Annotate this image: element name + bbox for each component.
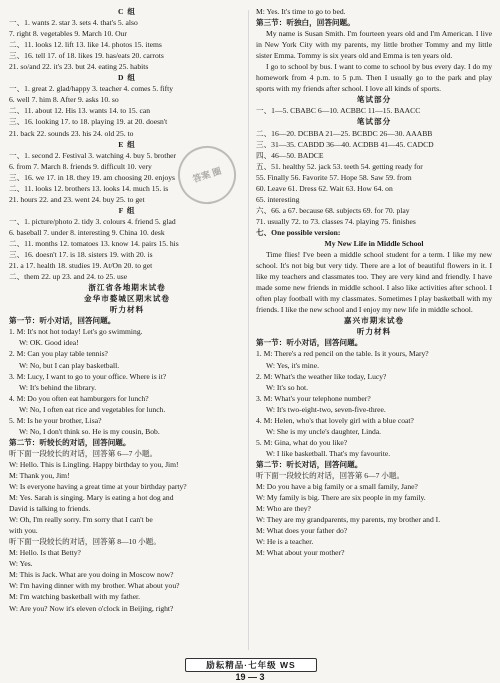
text-line: 3. M: Lucy, I want to go to your office. Where is it? (9, 371, 167, 381)
text-line: M: This is Jack. What are you doing in Moscow now? (9, 570, 174, 580)
text-line: 一、1. second 2. Festival 3. watching 4. buy 5. brother (9, 150, 177, 160)
text-line: M: Who are they? (256, 504, 311, 514)
text-line: W: I like basketball. That's my favourite. (266, 448, 391, 458)
text-line: 四、46—50. BADCE (256, 150, 324, 160)
text-line: W: Yes. (9, 559, 33, 569)
text-line: W: Oh, I'm really sorry. I'm sorry that I can't be (9, 515, 153, 525)
subsection-title: My New Life in Middle School (324, 238, 424, 248)
subsection-title: 七、One possible version: (256, 227, 341, 237)
text-line: W: I'm having dinner with my brother. What about you? (9, 581, 180, 591)
text-line: 三、16. looking 17. to 18. playing 19. at 20. doesn't (9, 117, 168, 127)
section-heading: 笔试部分 (356, 117, 392, 127)
text-line: 5. M: Gina, what do you like? (256, 437, 348, 447)
text-line: 三、31—35. CABDD 36—40. ACDBB 41—45. CADCD (256, 139, 434, 149)
section-heading: 听力材料 (356, 327, 392, 337)
section-heading: F 组 (118, 205, 136, 215)
text-line: W: He is a teacher. (256, 537, 314, 547)
text-line: 听下面一段较长的对话，回答第 6—7 小题。 (9, 448, 158, 458)
text-line: 三、16. tell 17. of 18. likes 19. has/eats 20. carrots (9, 51, 164, 61)
text-line: 1. M: It's not hot today! Let's go swimming. (9, 327, 143, 337)
text-line: 二、11. about 12. His 13. wants 14. to 15. can (9, 106, 151, 116)
text-line: 一、1. picture/photo 2. tidy 3. colours 4. friend 5. glad (9, 216, 176, 226)
subsection-title: 第二节：听长对话，回答问题。 (256, 459, 363, 469)
text-line: 听下面一段较长的对话，回答第 8—10 小题。 (9, 537, 161, 547)
text-line: 60. Leave 61. Dress 62. Wait 63. How 64. on (256, 183, 393, 193)
text-line: 一、1—5. CBABC 6—10. ACBBC 11—15. BAACC (256, 106, 421, 116)
section-heading: 听力材料 (109, 305, 145, 315)
text-line: M: What about your mother? (256, 548, 345, 558)
text-line: 4. M: Helen, who's that lovely girl with a blue coat? (256, 415, 414, 425)
text-line: 1. M: There's a red pencil on the table. Is it yours, Mary? (256, 349, 429, 359)
text-line: M: I'm watching basketball with my father. (9, 592, 141, 602)
subsection-title: 第一节：听小对话，回答问题。 (9, 316, 116, 326)
text-line: 21. so/and 22. it's 23. but 24. eating 25. habits (9, 62, 149, 72)
text-line: 六、66. a 67. because 68. subjects 69. for 70. play (256, 205, 410, 215)
text-line: 二、11. looks 12. brothers 13. looks 14. much 15. is (9, 183, 169, 193)
text-line: M: Hello. Is that Betty? (9, 548, 81, 558)
section-heading: C 组 (118, 7, 136, 16)
text-line: 一、1. great 2. glad/happy 3. teacher 4. comes 5. fifty (9, 84, 174, 94)
text-line: 一、1. wants 2. star 3. sets 4. that's 5. also (9, 18, 138, 28)
text-line: 21. back 22. sounds 23. his 24. old 25. to (9, 128, 134, 138)
column-divider (248, 10, 249, 650)
text-line: W: Are you? Now it's eleven o'clock in Beijing, right? (9, 603, 174, 613)
text-line: W: Yes, it's mine. (266, 360, 319, 370)
text-line: 二、16—20. DCBBA 21—25. BCBDC 26—30. AAABB (256, 128, 433, 138)
text-line: 3. M: What's your telephone number? (256, 393, 371, 403)
section-heading: 笔试部分 (356, 95, 392, 105)
text-line: M: Do you have a big family or a small family, Jane? (256, 482, 418, 492)
subsection-title: 第二节：听较长的对话，回答问题。 (9, 437, 131, 447)
text-line: 三、16. we 17. in 18. they 19. am choosing 20. enjoys (9, 172, 175, 182)
left-column (9, 6, 245, 614)
text-line: W: She is my uncle's daughter, Linda. (266, 426, 382, 436)
text-line: 二、them 22. up 23. and 24. to 25. use (9, 272, 128, 282)
text-line: M: Thank you, Jim! (9, 470, 70, 480)
text-line: W: OK. Good idea! (19, 338, 79, 348)
subsection-title: 第一节：听小对话，回答问题。 (256, 338, 363, 348)
text-line: W: No, but I can play basketball. (19, 360, 120, 370)
section-heading: 嘉兴市期末试卷 (343, 316, 405, 326)
watermark-stamp: 答案 圈 (170, 138, 243, 211)
text-line: 55. Finally 56. Favorite 57. Hope 58. Saw 59. from (256, 172, 412, 182)
section-heading: 浙江省各地期末试卷 (88, 283, 166, 293)
text-line: M: Yes. Sarah is singing. Mary is eating a hot dog and (9, 493, 174, 503)
text-paragraph: My name is Susan Smith. I'm fourteen years old and I'm American. I live in New York City with my parents, my little brother Tommy and my little sister Emma. Tommy is six years old and Emma is ten years old. (256, 29, 492, 61)
text-line: 7. right 8. vegetables 9. March 10. Our (9, 29, 127, 39)
text-line: 二、11. looks 12. lift 13. like 14. photos 15. items (9, 40, 162, 50)
text-line: with you. (9, 526, 38, 536)
text-line: W: No, I don't think so. He is my cousin, Bob. (19, 426, 160, 436)
section-heading: E 组 (118, 139, 136, 149)
text-line: W: They are my grandparents, my parents, my brother and I. (256, 515, 441, 525)
text-line: 三、16. doesn't 17. is 18. sisters 19. with 20. is (9, 250, 153, 260)
page-number: 19 — 3 (235, 672, 265, 682)
text-line: W: Hello. This is Lingling. Happy birthday to you, Jim! (9, 459, 179, 469)
text-line: 4. M: Do you often eat hamburgers for lunch? (9, 393, 149, 403)
text-line: 二、11. months 12. tomatoes 13. know 14. pairs 15. his (9, 238, 179, 248)
text-line: 6. from 7. March 8. friends 9. difficult 10. very (9, 161, 152, 171)
text-line: 21. a 17. health 18. studies 19. At/On 20. to get (9, 261, 153, 271)
text-line: 五、51. healthy 52. jack 53. teeth 54. getting ready for (256, 161, 423, 171)
text-line: W: My family is big. There are six people in my family. (256, 493, 426, 503)
section-heading: D 组 (118, 73, 136, 83)
text-paragraph: I go to school by bus. I want to come to school by bus every day. I do my homework from 4 p.m. to 5 p.m. Then I usually go to the park and play sports with my friends after school. I love all kinds of sports. (256, 62, 492, 94)
text-paragraph: Time flies! I've been a middle school student for a term. I like my new school. It's not big but very tidy. There are a lot of beautiful flowers in it. I like my teachers and classmates too. They are very kind and friendly. I have made some new friends in middle school. I also like activities after school. I often play football with my classmates. Sometimes I play basketball with my friends. I like the new school and I enjoy my new life in middle school. (256, 250, 492, 315)
text-line: 2. M: What's the weather like today, Lucy? (256, 371, 387, 381)
text-line: 听下面一段较长的对话，回答第 6—7 小题。 (256, 470, 405, 480)
text-line: M: Yes. It's time to go to bed. (256, 7, 346, 16)
text-line: 71. usually 72. to 73. classes 74. playing 75. finishes (256, 216, 416, 226)
text-line: W: It's so hot. (266, 382, 309, 392)
text-line: 5. M: Is he your brother, Lisa? (9, 415, 102, 425)
page-footer (0, 654, 500, 683)
text-line: 21. hours 22. and 23. went 24. buy 25. to get (9, 194, 145, 204)
text-line: David is talking to friends. (9, 504, 91, 514)
text-line: 6. well 7. him 8. After 9. asks 10. so (9, 95, 119, 105)
text-line: 65. interesting (256, 194, 300, 204)
text-line: W: It's two-eight-two, seven-five-three. (266, 404, 386, 414)
text-line: W: It's behind the library. (19, 382, 97, 392)
text-line: W: No, I often eat rice and vegetables for lunch. (19, 404, 166, 414)
subsection-title: 第三节：听独白，回答问题。 (256, 18, 355, 28)
text-line: 2. M: Can you play table tennis? (9, 349, 108, 359)
section-heading: 金华市婺城区期末试卷 (84, 294, 170, 304)
right-column (256, 6, 492, 558)
text-line: 6. baseball 7. under 8. interesting 9. China 10. desk (9, 227, 165, 237)
text-line: W: Is everyone having a great time at your birthday party? (9, 482, 187, 492)
text-line: M: What does your father do? (256, 526, 348, 536)
brand-label: 励耘精品·七年级 WS (185, 658, 317, 672)
